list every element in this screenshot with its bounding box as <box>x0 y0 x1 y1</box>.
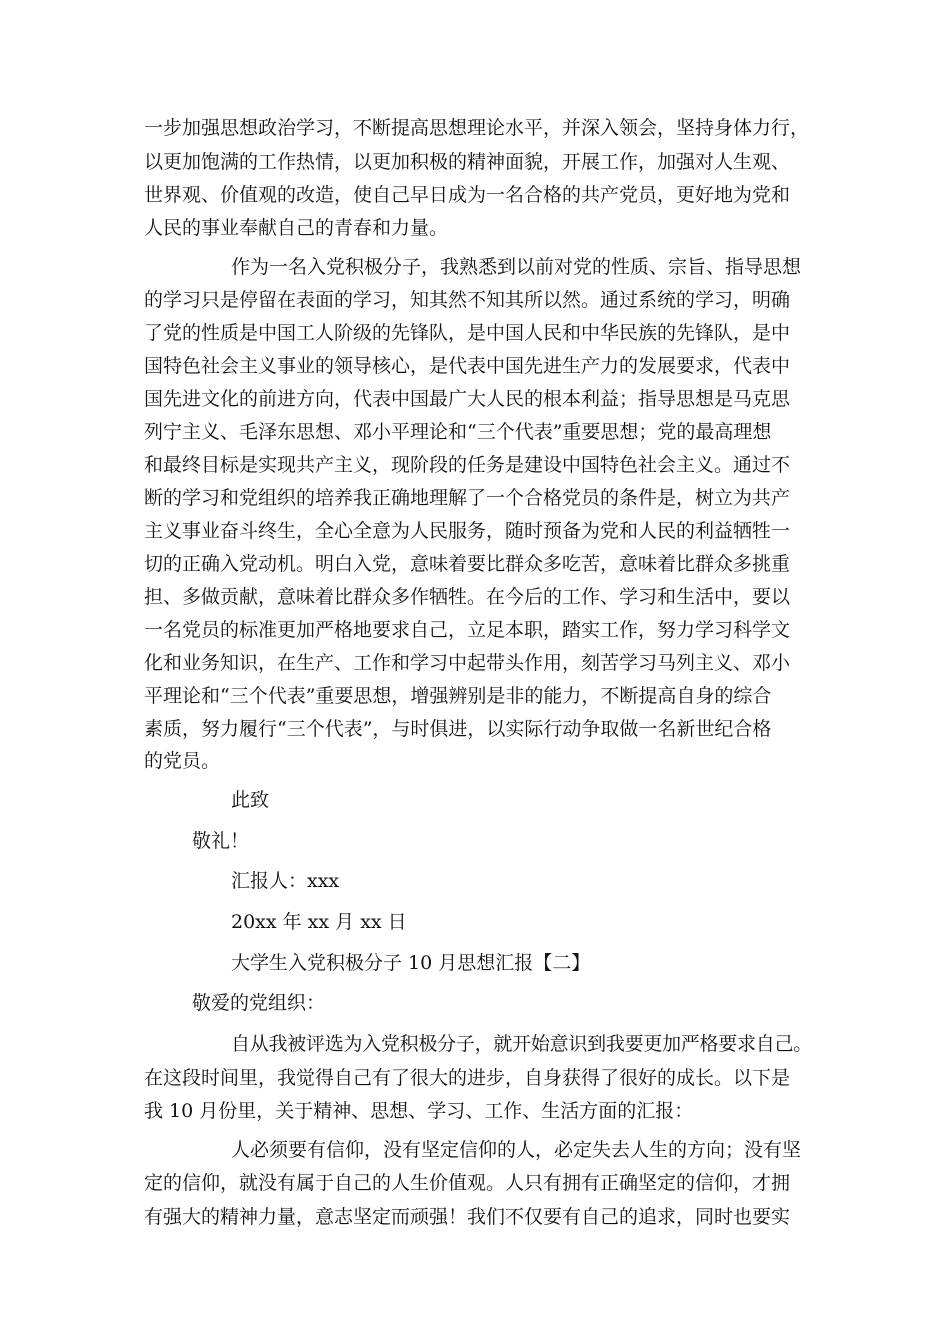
text-line: 和最终目标是实现共产主义，现阶段的任务是建设中国特色社会主义。通过不 <box>144 454 791 476</box>
text-line: 国先进文化的前进方向，代表中国最广大人民的根本利益；指导思想是马克思 <box>144 388 791 410</box>
text-line: 化和业务知识，在生产、工作和学习中起带头作用，刻苦学习马列主义、邓小 <box>144 652 791 674</box>
text-line: 人民的事业奉献自己的青春和力量。 <box>144 217 449 239</box>
salutation-line: 敬礼！ <box>192 830 250 852</box>
text-line: 一名党员的标准更加严格地要求自己，立足本职，踏实工作，努力学习科学文 <box>144 619 791 641</box>
reporter-line: 汇报人：xxx <box>231 870 340 892</box>
section-heading: 大学生入党积极分子 10 月思想汇报【二】 <box>231 952 591 974</box>
text-line: 作为一名入党积极分子，我熟悉到以前对党的性质、宗旨、指导思想 <box>231 256 802 278</box>
text-line: 有强大的精神力量，意志坚定而顽强！我们不仅要有自己的追求，同时也要实 <box>144 1206 791 1228</box>
text-line: 的党员。 <box>144 750 221 772</box>
text-line: 我 10 月份里，关于精神、思想、学习、工作、生活方面的汇报： <box>144 1100 694 1122</box>
text-line: 以更加饱满的工作热情，以更加积极的精神面貌，开展工作，加强对人生观、 <box>144 151 791 173</box>
text-line: 担、多做贡献，意味着比群众多作牺牲。在今后的工作、学习和生活中，要以 <box>144 586 791 608</box>
greeting-line: 敬爱的党组织： <box>192 992 326 1014</box>
text-line: 主义事业奋斗终生，全心全意为人民服务，随时预备为党和人民的利益牺牲一 <box>144 520 791 542</box>
text-line: 一步加强思想政治学习，不断提高思想理论水平，并深入领会，坚持身体力行， <box>144 117 810 139</box>
text-line: 国特色社会主义事业的领导核心，是代表中国先进生产力的发展要求，代表中 <box>144 355 791 377</box>
text-line: 在这段时间里，我觉得自己有了很大的进步，自身获得了很好的成长。以下是 <box>144 1067 791 1089</box>
text-line: 列宁主义、毛泽东思想、邓小平理论和“三个代表”重要思想；党的最高理想 <box>144 421 772 443</box>
closing-line: 此致 <box>231 789 270 811</box>
text-line: 自从我被评选为入党积极分子，就开始意识到我要更加严格要求自己。 <box>231 1033 813 1055</box>
text-line: 了党的性质是中国工人阶级的先锋队，是中国人民和中华民族的先锋队，是中 <box>144 322 791 344</box>
text-line: 切的正确入党动机。明白入党，意味着要比群众多吃苦，意味着比群众多挑重 <box>144 553 791 575</box>
date-line: 20xx 年 xx 月 xx 日 <box>231 911 407 933</box>
text-line: 定的信仰，就没有属于自己的人生价值观。人只有拥有正确坚定的信仰，才拥 <box>144 1172 791 1194</box>
text-line: 的学习只是停留在表面的学习，知其然不知其所以然。通过系统的学习，明确 <box>144 289 791 311</box>
text-line: 断的学习和党组织的培养我正确地理解了一个合格党员的条件是，树立为共产 <box>144 487 791 509</box>
text-line: 人必须要有信仰，没有坚定信仰的人，必定失去人生的方向；没有坚 <box>231 1139 802 1161</box>
text-line: 素质，努力履行“三个代表”，与时俱进，以实际行动争取做一名新世纪合格 <box>144 718 772 740</box>
text-line: 世界观、价值观的改造，使自己早日成为一名合格的共产党员，更好地为党和 <box>144 184 791 206</box>
text-line: 平理论和“三个代表”重要思想，增强辨别是非的能力，不断提高自身的综合 <box>144 685 772 707</box>
